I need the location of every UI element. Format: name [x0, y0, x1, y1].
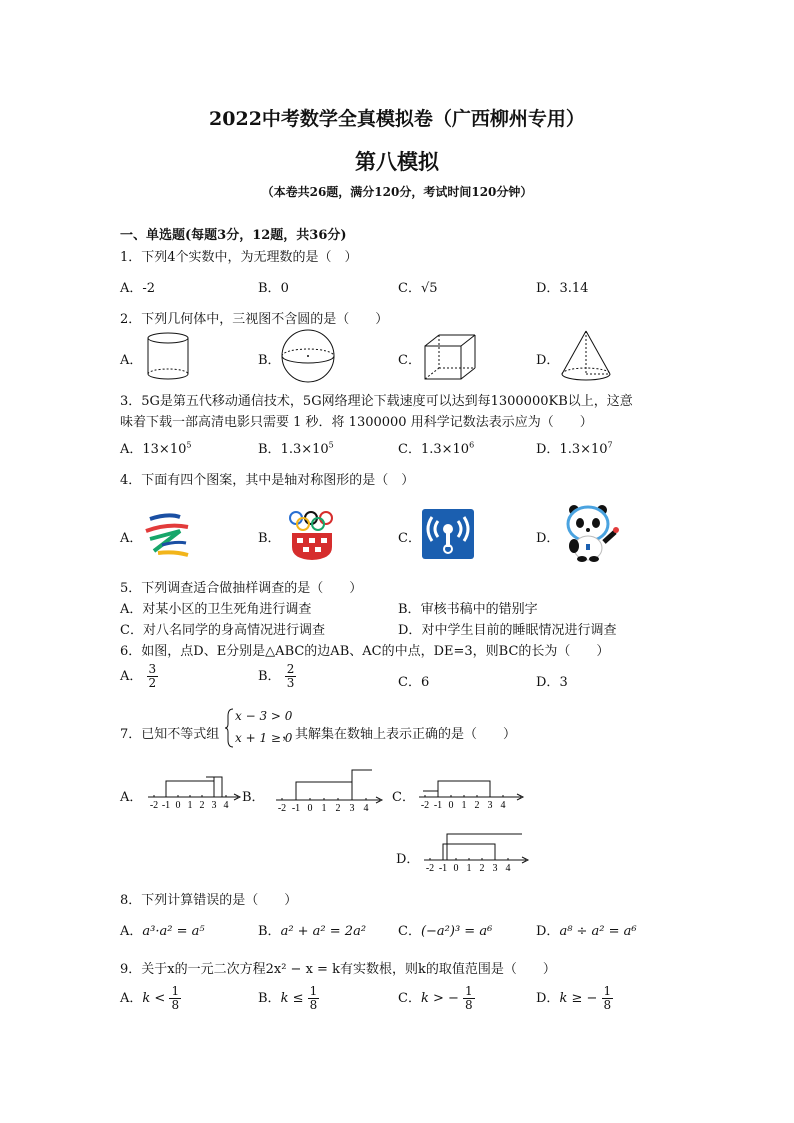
tick-label: 2 [199, 800, 205, 811]
fraction: $\frac{2}{3}$ [286, 662, 295, 690]
innsbruck-olympic-emblem-image [284, 507, 340, 561]
q2-option-b-label: B． [258, 353, 281, 368]
tick-label: 1 [321, 803, 327, 814]
q8-option-b: B．a² + a² = 2a² [258, 924, 367, 939]
q3-option-a: A．$13\times 10^5$ [120, 440, 192, 457]
tick-label: 4 [363, 803, 369, 814]
q6-option-b: B． $\frac{2}{3}$ [258, 662, 295, 690]
tick-label: 1 [461, 800, 467, 811]
q1-option-d: D．3.14 [536, 281, 589, 296]
q8-option-d: D．a⁸ ÷ a² = a⁶ [536, 924, 637, 939]
q7-option-d-label: D． [396, 852, 420, 867]
q4-option-d-label: D． [536, 531, 560, 546]
number-line-b [272, 768, 384, 818]
tick-label: 2 [474, 800, 480, 811]
q7-option-a-label: A． [120, 790, 143, 805]
tick-label: -2 [420, 800, 430, 811]
number-line-c [417, 773, 525, 813]
sphere-figure [280, 328, 336, 384]
q3-option-c: C．$1.3\times 10^6$ [398, 440, 475, 457]
question-6-stem: 6．如图，点D、E分别是△ABC的边AB、AC的中点，DE=3，则BC的长为（ ） [120, 644, 610, 659]
solution-marker [447, 834, 522, 860]
solution-marker [443, 844, 495, 860]
tick-label: -1 [291, 803, 301, 814]
q7-option-c-label: C． [392, 790, 415, 805]
q1-option-a: A．-2 [120, 281, 156, 296]
page-title: 2022中考数学全真模拟卷（广西柳州专用） [209, 108, 585, 130]
fraction: $\frac{1}{8}$ [465, 984, 473, 1012]
fraction: $\frac{1}{8}$ [603, 984, 612, 1012]
tick-label: -1 [438, 863, 448, 874]
question-2-stem: 2．下列几何体中，三视图不含圆的是（ ） [120, 312, 389, 327]
q6-option-d: D．3 [536, 675, 568, 690]
tick-label: 1 [187, 800, 193, 811]
tick-label: 0 [448, 800, 454, 811]
q3-option-b: B．$1.3\times 10^5$ [258, 440, 334, 457]
panda-mascot-image [560, 500, 620, 562]
q5-option-c: C．对八名同学的身高情况进行调查 [120, 623, 325, 638]
question-1-stem: 1．下列4个实数中，为无理数的是（ ） [120, 250, 358, 265]
q3-option-d: D．$1.3\times 10^7$ [536, 440, 613, 457]
tick-label: 3 [492, 863, 498, 874]
number-line-d [422, 830, 530, 876]
fraction: $\frac{1}{8}$ [309, 984, 318, 1012]
q2-option-a-label: A． [120, 353, 143, 368]
question-5-stem: 5．下列调查适合做抽样调查的是（ ） [120, 581, 363, 596]
question-7-stem-prefix: 7．已知不等式组 [120, 727, 220, 742]
solution-marker [166, 781, 214, 797]
q8-option-a: A．a³·a² = a⁵ [120, 924, 205, 939]
fraction: $\frac{3}{2}$ [148, 662, 157, 690]
tick-label: 0 [453, 863, 459, 874]
fraction: $\frac{1}{8}$ [171, 984, 180, 1012]
q8-option-c: C．(−a²)³ = a⁶ [398, 924, 493, 939]
cube-figure [422, 332, 478, 382]
tick-label: 3 [487, 800, 493, 811]
q9-option-d: D．k ≥ − $\frac{1}{8}$ [536, 984, 612, 1012]
brace-symbol [224, 708, 234, 748]
page-subtitle: 第八模拟 [355, 149, 439, 174]
tick-label: 1 [466, 863, 472, 874]
tick-label: -2 [149, 800, 159, 811]
tick-label: 3 [349, 803, 355, 814]
tick-label: -2 [425, 863, 435, 874]
q9-option-c: C．k > − $\frac{1}{8}$ [398, 984, 473, 1012]
question-3-stem-line1: 3．5G是第五代移动通信技术，5G网络理论下载速度可以达到每1300000KB以上，这意 [120, 394, 633, 409]
number-line-a [146, 773, 242, 813]
inequality-2: x + 1 ≥ 0 [235, 731, 293, 745]
q4-option-a-label: A． [120, 531, 143, 546]
tick-label: -1 [433, 800, 443, 811]
q7-option-b-label: B． [242, 790, 265, 805]
q2-option-d-label: D． [536, 353, 560, 368]
q5-option-d: D．对中学生目前的睡眠情况进行调查 [398, 623, 617, 638]
tick-label: 4 [505, 863, 511, 874]
question-3-stem-line2: 味着下载一部高清电影只需要 1 秒．将 1300000 用科学记数法表示应为（ ） [120, 415, 593, 430]
tick-label: 0 [175, 800, 181, 811]
q2-option-c-label: C． [398, 353, 421, 368]
tick-label: 4 [223, 800, 229, 811]
question-4-stem: 4．下面有四个图案，其中是轴对称图形的是（ ） [120, 473, 415, 488]
tick-label: 4 [500, 800, 506, 811]
solution-marker [206, 777, 222, 797]
solution-marker [296, 782, 352, 800]
tick-label: -1 [161, 800, 171, 811]
winter-olympics-emblem-image [140, 507, 194, 561]
question-9-stem: 9．关于x的一元二次方程2x² − x = k有实数根，则k的取值范围是（ ） [120, 962, 556, 977]
q5-option-a: A．对某小区的卫生死角进行调查 [120, 602, 312, 617]
q9-option-a: A．k < $\frac{1}{8}$ [120, 984, 180, 1012]
solution-marker [352, 770, 372, 782]
q6-option-c: C．6 [398, 675, 430, 690]
question-8-stem: 8．下列计算错误的是（ ） [120, 893, 298, 908]
wireless-signal-logo-image [422, 509, 474, 559]
tick-label: 3 [211, 800, 217, 811]
inequality-1: x − 3 > 0 [235, 709, 293, 723]
section-heading: 一、单选题(每题3分，12题，共36分) [120, 228, 347, 243]
cone-figure [558, 328, 614, 384]
q4-option-b-label: B． [258, 531, 281, 546]
solution-marker [438, 781, 490, 797]
q1-option-b: B．0 [258, 281, 289, 296]
q4-option-c-label: C． [398, 531, 421, 546]
tick-label: 2 [479, 863, 485, 874]
tick-label: -2 [277, 803, 287, 814]
tick-label: 0 [307, 803, 313, 814]
q5-option-b: B．审核书稿中的错别字 [398, 602, 538, 617]
q1-option-c: C．√5 [398, 281, 438, 296]
exam-note: （本卷共26题，满分120分，考试时间120分钟） [261, 185, 533, 199]
question-7-stem-suffix: ，其解集在数轴上表示正确的是（ ） [282, 727, 517, 742]
q9-option-b: B．k ≤ $\frac{1}{8}$ [258, 984, 318, 1012]
cylinder-figure [145, 330, 193, 382]
q6-option-a: A． $\frac{3}{2}$ [120, 662, 157, 690]
tick-label: 2 [335, 803, 341, 814]
